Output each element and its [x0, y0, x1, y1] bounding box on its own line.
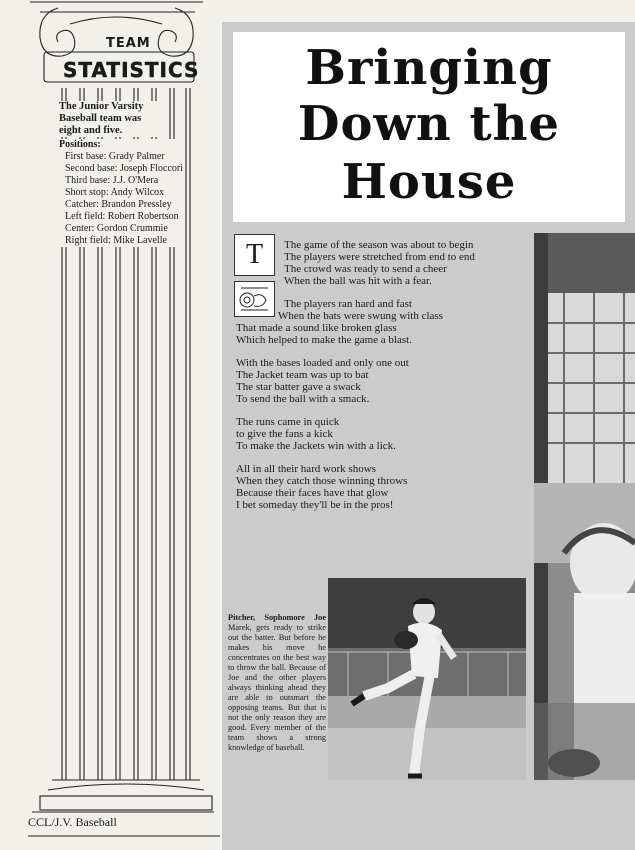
poem-line: To make the Jackets win with a lick. [236, 440, 396, 452]
list-item: First base: Grady Palmer [65, 151, 165, 162]
poem-line: When they catch those winning throws [236, 475, 408, 487]
poem-line: The crowd was ready to send a cheer [284, 263, 447, 275]
batter-photo [534, 233, 635, 780]
headline-line-3: House [341, 154, 517, 210]
poem-line: That made a sound like broken glass [236, 322, 397, 334]
poem-line: The game of the season was about to begin [284, 239, 474, 251]
positions-header: Positions: [59, 139, 101, 150]
poem-line: to give the fans a kick [236, 428, 333, 440]
poem-line: The players were stretched from end to end [284, 251, 475, 263]
headline-box [233, 32, 625, 222]
poem-line: To send the ball with a smack. [236, 393, 370, 405]
poem-line: I bet someday they'll be in the pros! [236, 499, 394, 511]
poem-line: When the ball was hit with a fear. [284, 275, 432, 287]
poem-line: The runs came in quick [236, 416, 340, 428]
poem-line: All in all their hard work shows [236, 463, 376, 475]
stats-intro: The Junior Varsity Baseball team was eight and five. [59, 101, 164, 137]
ornament-icon [234, 281, 275, 317]
poem-line: The players ran hard and fast [284, 298, 412, 310]
list-item: Catcher: Brandon Pressley [65, 199, 172, 210]
page-footer: CCL/J.V. Baseball [28, 815, 117, 829]
drop-cap: T [234, 234, 275, 276]
list-item: Second base: Joseph Floccori [65, 163, 184, 174]
poem-line: Which helped to make the game a blast. [236, 334, 412, 346]
list-item: Center: Gordon Crummie [65, 223, 168, 234]
list-item: Left field: Robert Robertson [65, 211, 179, 222]
headline-line-1: Bringing [305, 40, 553, 96]
list-item: Third base: J.J. O'Mera [65, 175, 159, 186]
pitcher-photo [328, 578, 526, 780]
caption-lead: Pitcher, Sophomore Joe [228, 613, 326, 622]
poem-line: Because their faces have that glow [236, 487, 389, 499]
poem-line: With the bases loaded and only one out [236, 357, 409, 369]
team-label: TEAM [106, 36, 151, 51]
poem-line: When the bats were swung with class [278, 310, 443, 322]
poem-line: The Jacket team was up to bat [236, 369, 369, 381]
list-item: Right field: Mike Lavelle [65, 235, 167, 246]
poem-line: The star batter gave a swack [236, 381, 361, 393]
positions-list [59, 139, 183, 247]
list-item: Short stop: Andy Wilcox [65, 187, 165, 198]
headline-line-2: Down the [297, 96, 561, 152]
statistics-label: STATISTICS [63, 58, 200, 82]
caption-body: Marek, gets ready to strike out the batter. But before he makes his move he concentrates on the best way to throw the ball. Because of Joe and the other players always thinking ahead they are able to outsmart the opposing teams. But that is not the only reason they are good. Every member of the team shows a strong knowledge of baseball. [228, 623, 326, 752]
photo-caption [228, 613, 326, 753]
